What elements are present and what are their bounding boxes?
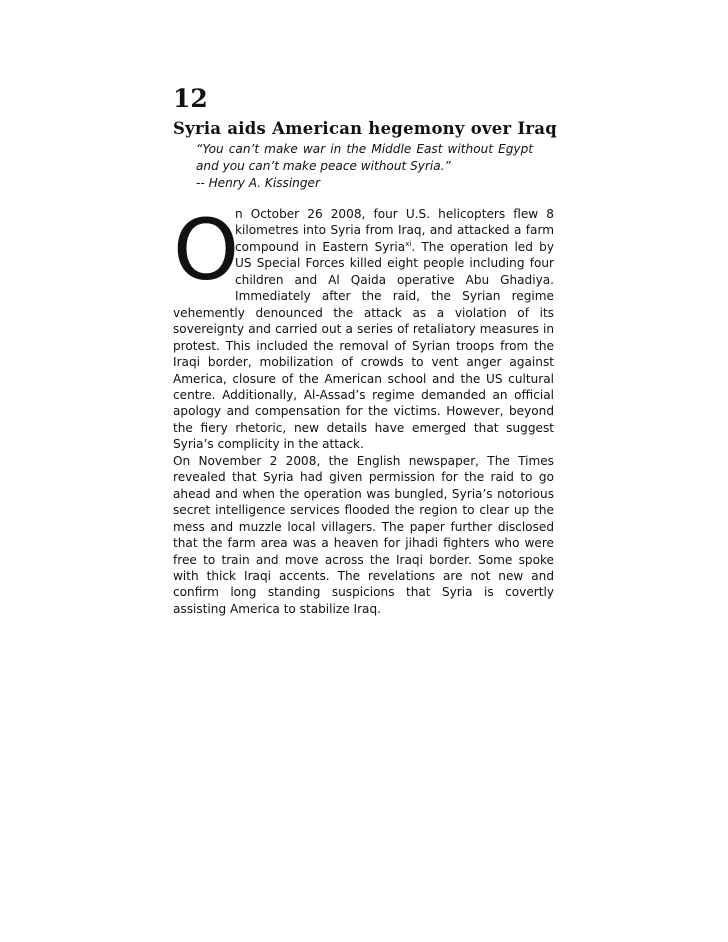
epigraph: [196, 141, 533, 192]
epigraph-attribution: -- Henry A. Kissinger: [196, 176, 320, 190]
chapter-title: Syria aids American hegemony over Iraq: [173, 119, 558, 138]
paragraph-1: [173, 201, 555, 453]
epigraph-quote: “You can’t make war in the Middle East without Egypt and you can’t make peace without Syria.”: [196, 142, 533, 173]
article-body: [173, 201, 555, 617]
paragraph-2: On November 2 2008, the English newspaper, The Times revealed that Syria had given permission for the raid to go ahead and when the operation was bungled, Syria’s notorious secret intelligence services flooded the region to clear up the mess and muzzle local villagers. The paper further disclosed that the farm area was a heaven for jihadi fighters who were free to train and move across the Iraqi border. Some spoke with thick Iraqi accents. The revelations are not new and confirm long standing suspicions that Syria is covertly assisting America to stabilize Iraq.: [173, 453, 554, 616]
paragraph-1-intro: n October 26 2008, four U.S. helicopters flew 8 kilometres into Syria from Iraq, and attacked a farm compound in Eastern Syria: [235, 207, 554, 254]
chapter-number: 12: [173, 84, 208, 113]
footnote-marker: xi: [405, 239, 412, 248]
drop-cap: O: [173, 201, 240, 299]
paragraph-1-rest: . The operation led by US Special Forces killed eight people including four children and Al Qaida operative Abu Ghadiya. Immediately after the raid, the Syrian regime vehemently denounced the attack as a violation of its sovereignty and carried out a series of retaliatory measures in protest. This included the removal of Syrian troops from the Iraqi border, mobilization of crowds to vent anger against America, closure of the American school and the US cultural centre. Additionally, Al-Assad’s regime demanded an official apology and compensation for the victims. However, beyond the fiery rhetoric, new details have emerged that suggest Syria’s complicity in the attack.: [173, 239, 555, 452]
